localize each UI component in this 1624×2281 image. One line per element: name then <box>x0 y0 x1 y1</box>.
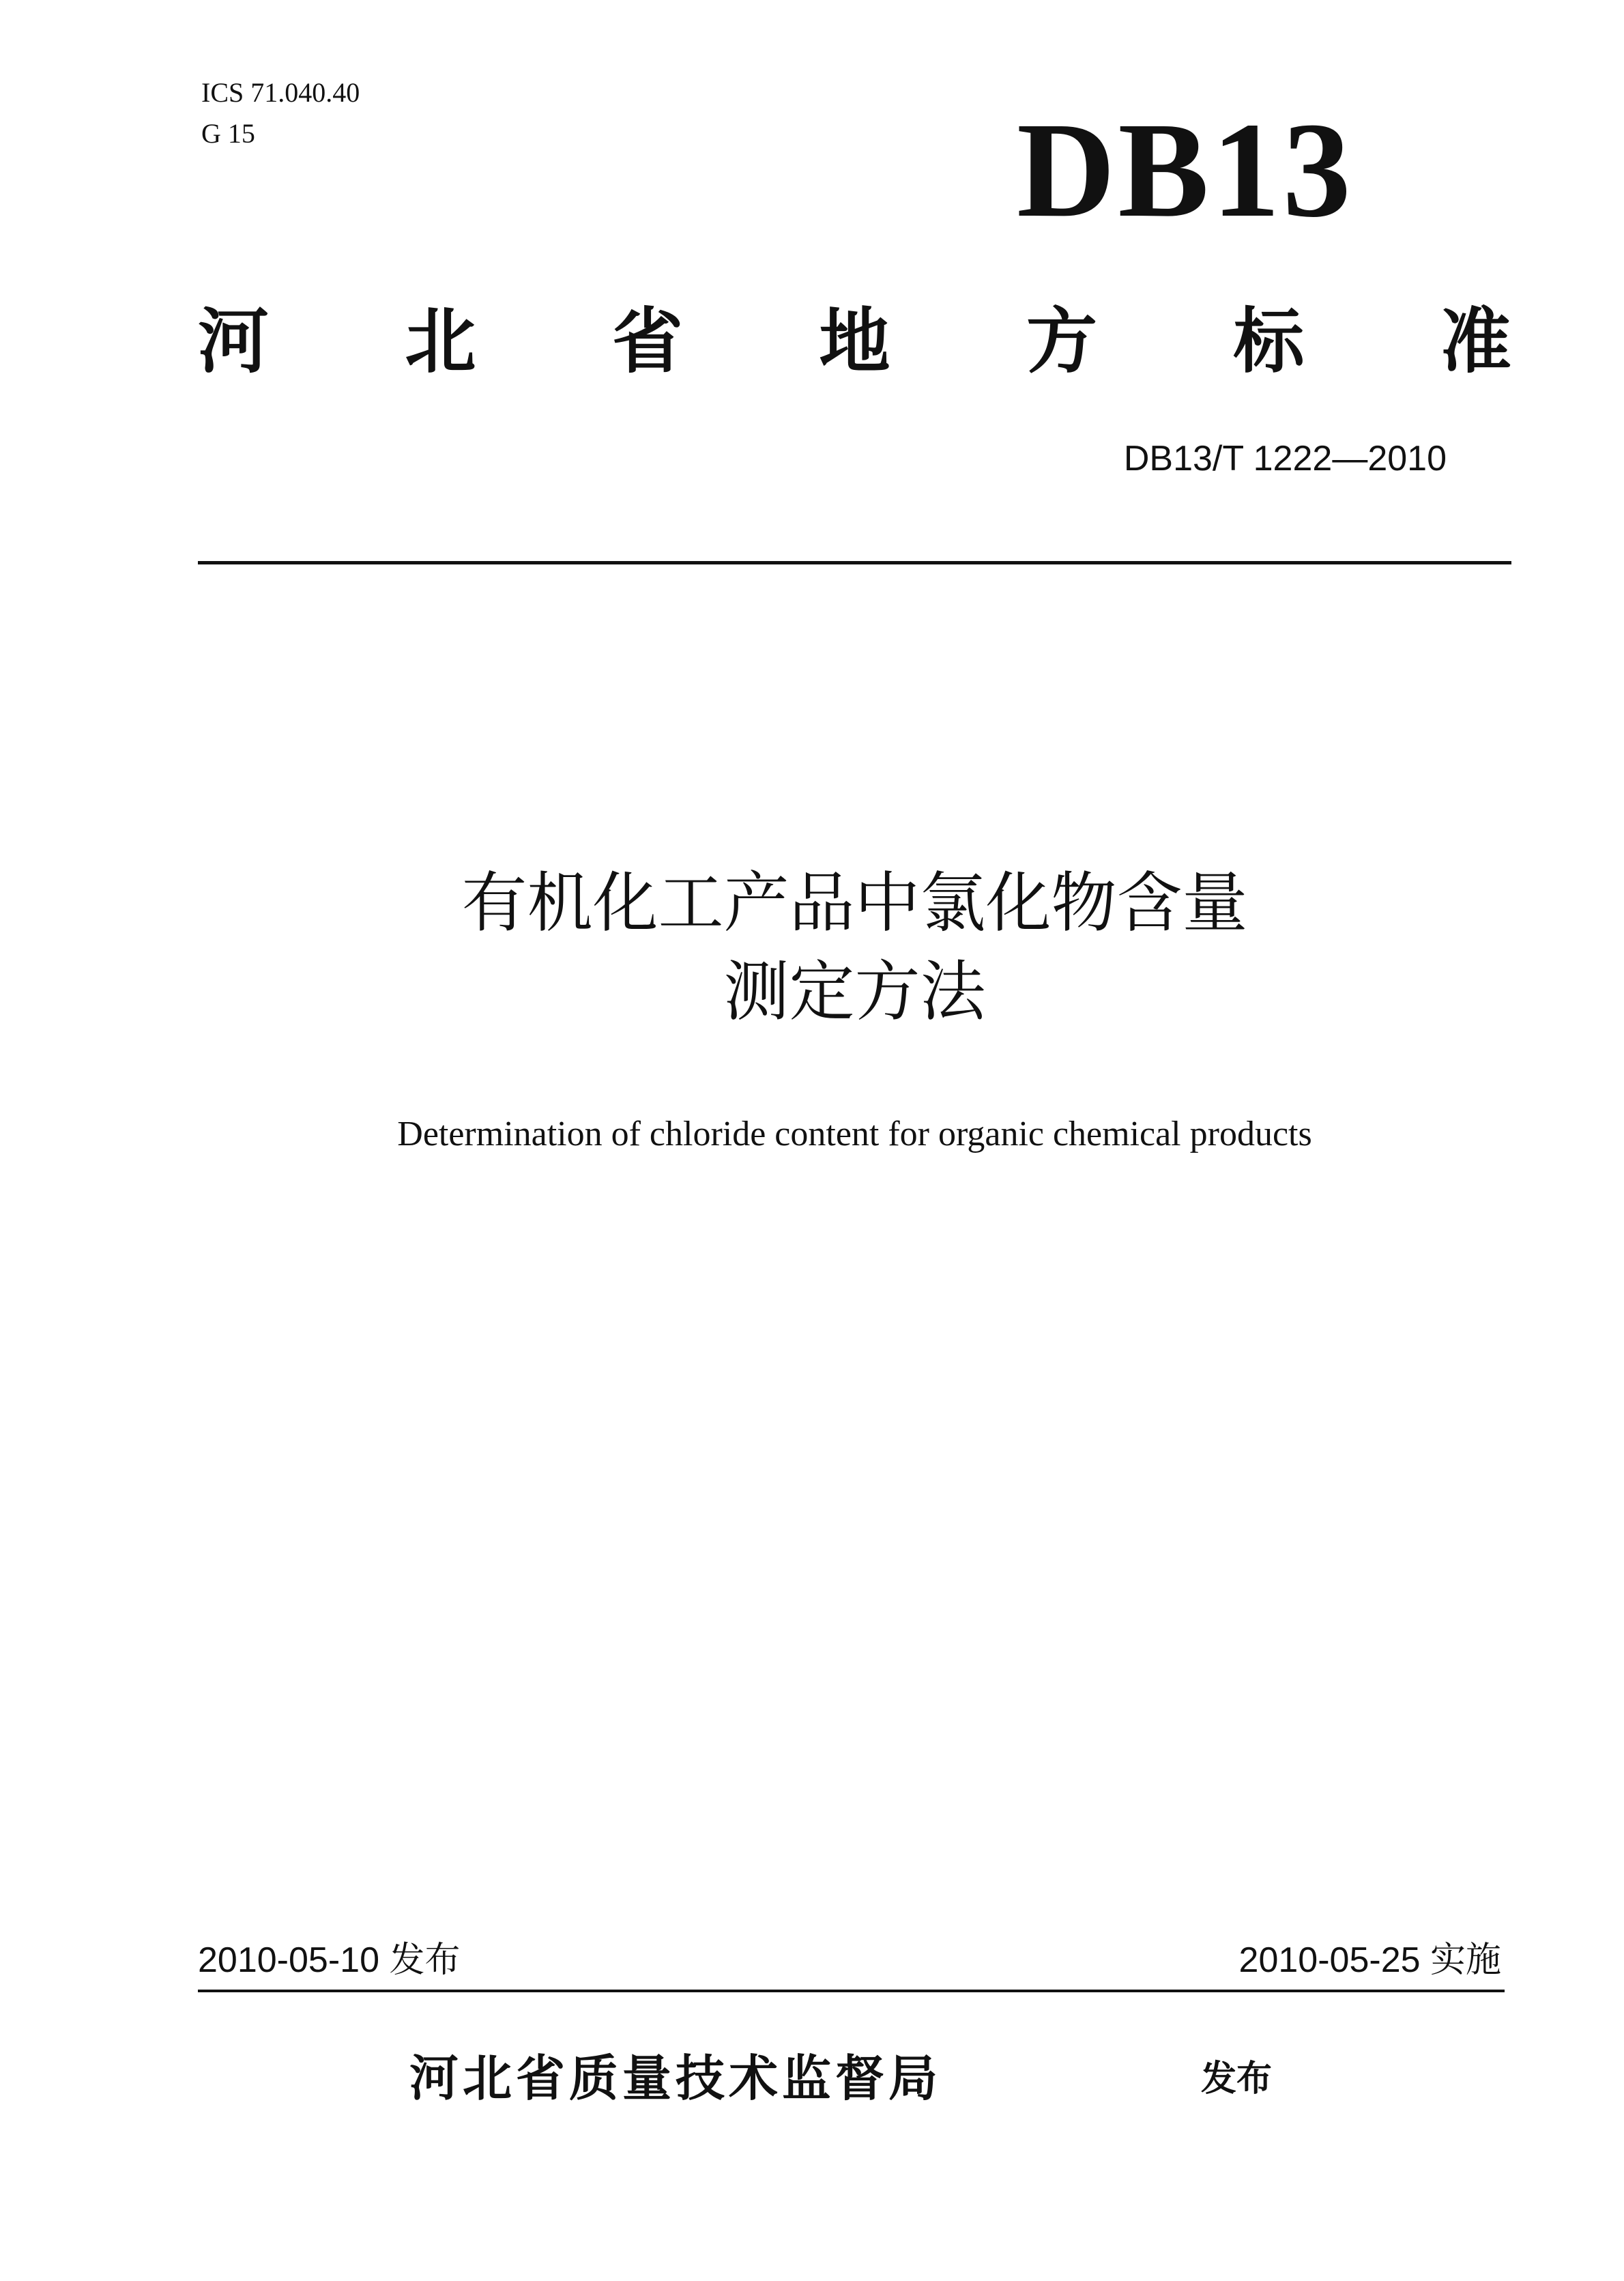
category-code: G 15 <box>201 118 255 149</box>
standard-number: DB13/T 1222—2010 <box>1123 439 1447 478</box>
standard-type-char: 标 <box>1233 300 1305 383</box>
issuing-authority-suffix: 发布 <box>1201 2058 1273 2099</box>
bottom-divider <box>198 1990 1505 1992</box>
top-divider <box>198 561 1511 564</box>
issuing-authority: 河北省质量技术监督局 <box>409 2050 942 2107</box>
title-chinese-line1: 有机化工产品中氯化物含量 <box>461 865 1248 941</box>
standard-type-char: 省 <box>611 300 683 383</box>
standard-type-heading <box>198 300 1511 382</box>
issue-date: 2010-05-10 发布 <box>198 1940 461 1980</box>
implementation-date: 2010-05-25 实施 <box>1238 1940 1501 1980</box>
standard-code-logo: DB13 <box>1017 95 1354 246</box>
title-chinese <box>198 859 1511 1036</box>
title-chinese-line2: 测定方法 <box>723 953 986 1030</box>
title-english: Determination of chloride content for organic chemical products <box>397 1115 1312 1153</box>
ics-code: ICS 71.040.40 <box>201 77 360 108</box>
standard-type-char: 河 <box>198 300 270 383</box>
standard-type-char: 方 <box>1026 300 1097 383</box>
standard-type-char: 准 <box>1440 300 1511 383</box>
standard-type-char: 北 <box>405 300 476 383</box>
standard-type-char: 地 <box>819 300 890 383</box>
